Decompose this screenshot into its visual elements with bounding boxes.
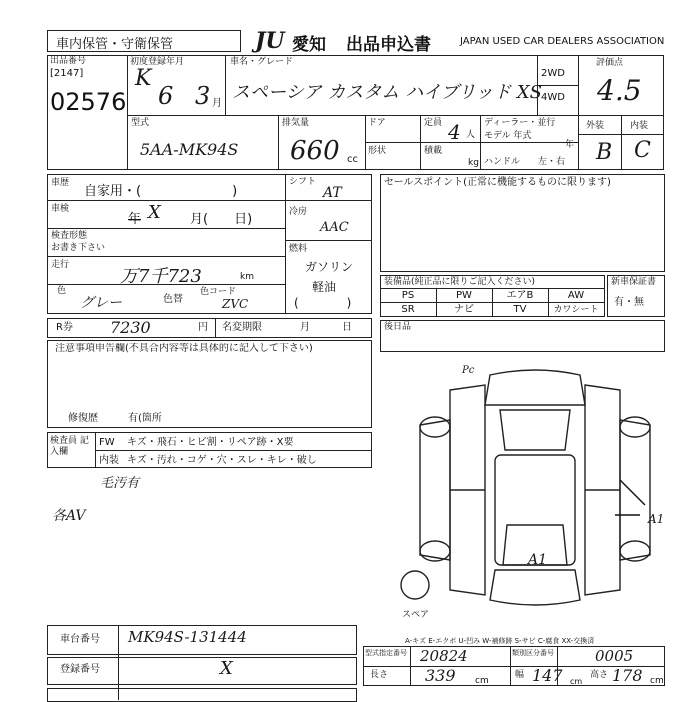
logo-mark: JU bbox=[255, 28, 285, 54]
registration-year: 6 bbox=[158, 82, 174, 110]
grade-label: 評価点 bbox=[596, 58, 624, 68]
class-number-label: 類別区分番号 bbox=[512, 649, 554, 657]
handle-label: ハンドル bbox=[484, 157, 521, 167]
shape-label: 形状 bbox=[368, 146, 387, 156]
grade-value: 4.5 bbox=[597, 74, 642, 107]
fw-tag: FW bbox=[99, 437, 115, 448]
width-unit: cm bbox=[570, 677, 583, 686]
damage-mark-front: Pc bbox=[462, 365, 475, 376]
width-label: 幅 bbox=[515, 670, 525, 680]
inspector-label: 検査員 記入欄 bbox=[50, 436, 89, 457]
repair-value: 有(箇所 bbox=[128, 413, 162, 424]
exterior-value: B bbox=[596, 140, 613, 165]
doors-label: ドア bbox=[368, 118, 386, 128]
width-value: 147 bbox=[532, 666, 563, 685]
mileage-value: 万7千723 bbox=[120, 266, 202, 287]
load-label: 積載 bbox=[424, 146, 443, 156]
handle-value: 左・右 bbox=[538, 157, 566, 167]
form-title: 出品申込書 bbox=[346, 35, 431, 55]
registration-label: 初度登録年月 bbox=[130, 57, 185, 67]
load-unit: kg bbox=[468, 158, 479, 168]
org-name-en: JAPAN USED CAR DEALERS ASSOCIATION bbox=[460, 36, 665, 47]
class-number-value: 0005 bbox=[595, 647, 634, 665]
car-diagram bbox=[415, 365, 655, 615]
exhibit-label: 出品番号 bbox=[50, 56, 87, 66]
shift-label: シフト bbox=[289, 177, 317, 187]
usage-label: 車歴 bbox=[51, 178, 70, 188]
inspection-label: 車検 bbox=[51, 204, 70, 214]
org-name-jp: 愛知 bbox=[292, 35, 326, 55]
lot-sub-code: [2147] bbox=[50, 68, 84, 79]
color-code-value: ZVC bbox=[222, 297, 249, 311]
interior-text: キズ・汚れ・コゲ・穴・スレ・キレ・破し bbox=[127, 455, 317, 466]
inspection-mark: X bbox=[148, 202, 161, 223]
equip-tv: TV bbox=[513, 304, 527, 315]
color-label: 色 bbox=[57, 286, 67, 296]
model-label: 型式 bbox=[131, 118, 150, 128]
registration-month: 3 bbox=[195, 82, 211, 110]
drive-4wd: 4WD bbox=[541, 92, 565, 103]
length-label: 長さ bbox=[370, 670, 389, 680]
recycle-label: R券 bbox=[56, 322, 73, 333]
handwritten-note-2: 各AV bbox=[52, 508, 86, 524]
mileage-label: 走行 bbox=[51, 260, 70, 270]
shift-value: AT bbox=[323, 185, 342, 201]
model-year-label: モデル 年式 bbox=[484, 131, 532, 141]
chassis-label: 車台番号 bbox=[60, 634, 100, 645]
interior-label: 内装 bbox=[630, 121, 649, 131]
equip-pw: PW bbox=[456, 290, 472, 301]
equip-ps: PS bbox=[401, 290, 415, 301]
name-change-label: 名変期限 bbox=[222, 322, 262, 333]
sales-point-label: セールスポイント(正常に機能するものに限ります) bbox=[384, 177, 611, 188]
model-year-unit: 年 bbox=[565, 140, 575, 150]
exterior-label: 外装 bbox=[586, 121, 605, 131]
displacement-unit: cc bbox=[347, 154, 358, 165]
recycle-row bbox=[47, 318, 372, 338]
warranty-value: 有・無 bbox=[614, 297, 644, 308]
drive-2wd: 2WD bbox=[541, 68, 565, 79]
dealer-label: ディーラー・並行 bbox=[484, 118, 556, 128]
model-value: 5AA-MK94S bbox=[140, 140, 239, 159]
name-change-month: 月 bbox=[300, 322, 310, 333]
height-unit: cm bbox=[650, 676, 664, 686]
interior-value: C bbox=[634, 138, 651, 163]
inspection-year: 年 bbox=[128, 212, 142, 227]
repair-label: 修復歴 bbox=[68, 413, 98, 424]
fuel-label: 燃料 bbox=[289, 244, 308, 254]
recycle-value: 7230 bbox=[110, 318, 151, 337]
spare-label: スペア bbox=[402, 610, 430, 620]
usage-value: 自家用・( ) bbox=[84, 184, 238, 199]
length-value: 339 bbox=[425, 666, 456, 685]
handwritten-note-1: 毛汚有 bbox=[100, 476, 140, 491]
warranty-label: 新車保証書 bbox=[611, 277, 657, 287]
aircon-label: 冷房 bbox=[289, 207, 308, 217]
recycle-unit: 円 bbox=[198, 322, 208, 333]
height-value: 178 bbox=[612, 666, 643, 685]
color-value: グレー bbox=[80, 295, 122, 311]
plate-value: X bbox=[220, 658, 233, 679]
damage-mark-right: A1 bbox=[648, 512, 665, 526]
equip-aw: AW bbox=[567, 290, 585, 301]
capacity-value: 4 bbox=[448, 120, 461, 144]
storage-tag: 車内保管・守衛保管 bbox=[47, 30, 241, 52]
equip-airbag: エアB bbox=[506, 290, 534, 301]
fuel-bracket: ( ) bbox=[294, 296, 352, 310]
equipment-label: 装備品(純正品に限りご記入ください) bbox=[384, 277, 536, 287]
interior-tag: 内装 bbox=[99, 455, 119, 466]
height-label: 高さ bbox=[590, 670, 609, 680]
damage-mark-rear: A1 bbox=[528, 552, 548, 568]
damage-legend: A-キズ E-エクボ U-凹み W-補修跡 S-サビ C-腐食 XX-交換済 bbox=[405, 637, 595, 645]
equip-navi: ナビ bbox=[454, 304, 474, 315]
car-name-value: スペーシア カスタム ハイブリッド XS bbox=[232, 82, 542, 103]
fuel-diesel: 軽油 bbox=[312, 280, 337, 294]
type-designation-label: 型式指定番号 bbox=[365, 649, 407, 657]
inspection-month: 月( 日) bbox=[190, 212, 253, 227]
chassis-value: MK94S-131444 bbox=[128, 628, 247, 646]
capacity-unit: 人 bbox=[466, 130, 476, 140]
lot-number: 02576 bbox=[50, 88, 127, 116]
rear-seat-label: 後日品 bbox=[384, 322, 412, 332]
capacity-label: 定員 bbox=[424, 118, 443, 128]
type-designation-value: 20824 bbox=[420, 647, 468, 665]
displacement-value: 660 bbox=[290, 136, 340, 166]
length-unit: cm bbox=[475, 676, 489, 686]
registration-era: K bbox=[135, 66, 152, 91]
aircon-value: AAC bbox=[320, 220, 349, 235]
fw-text: キズ・飛石・ヒビ割・リペア跡・X要 bbox=[127, 437, 294, 448]
color-change-label: 色替 bbox=[163, 294, 183, 305]
fuel-gasoline: ガソリン bbox=[305, 260, 354, 274]
name-change-day: 日 bbox=[342, 322, 352, 333]
plate-label: 登録番号 bbox=[60, 664, 100, 675]
rear-seat-box bbox=[380, 320, 665, 352]
registration-month-unit: 月 bbox=[212, 98, 222, 109]
color-code-label: 色コード bbox=[200, 287, 237, 297]
inspection-form-label: 検査形態 bbox=[51, 231, 88, 241]
notes-label: 注意事項申告欄(不具合内容等は具体的に記入して下さい) bbox=[55, 343, 313, 354]
displacement-label: 排気量 bbox=[282, 118, 310, 128]
inspection-form-note: お書き下さい bbox=[51, 243, 106, 253]
equip-seat: カワシート bbox=[553, 305, 599, 315]
mileage-unit: km bbox=[240, 272, 254, 282]
car-name-label: 車名・グレード bbox=[230, 57, 294, 67]
equip-sr: SR bbox=[401, 304, 415, 315]
